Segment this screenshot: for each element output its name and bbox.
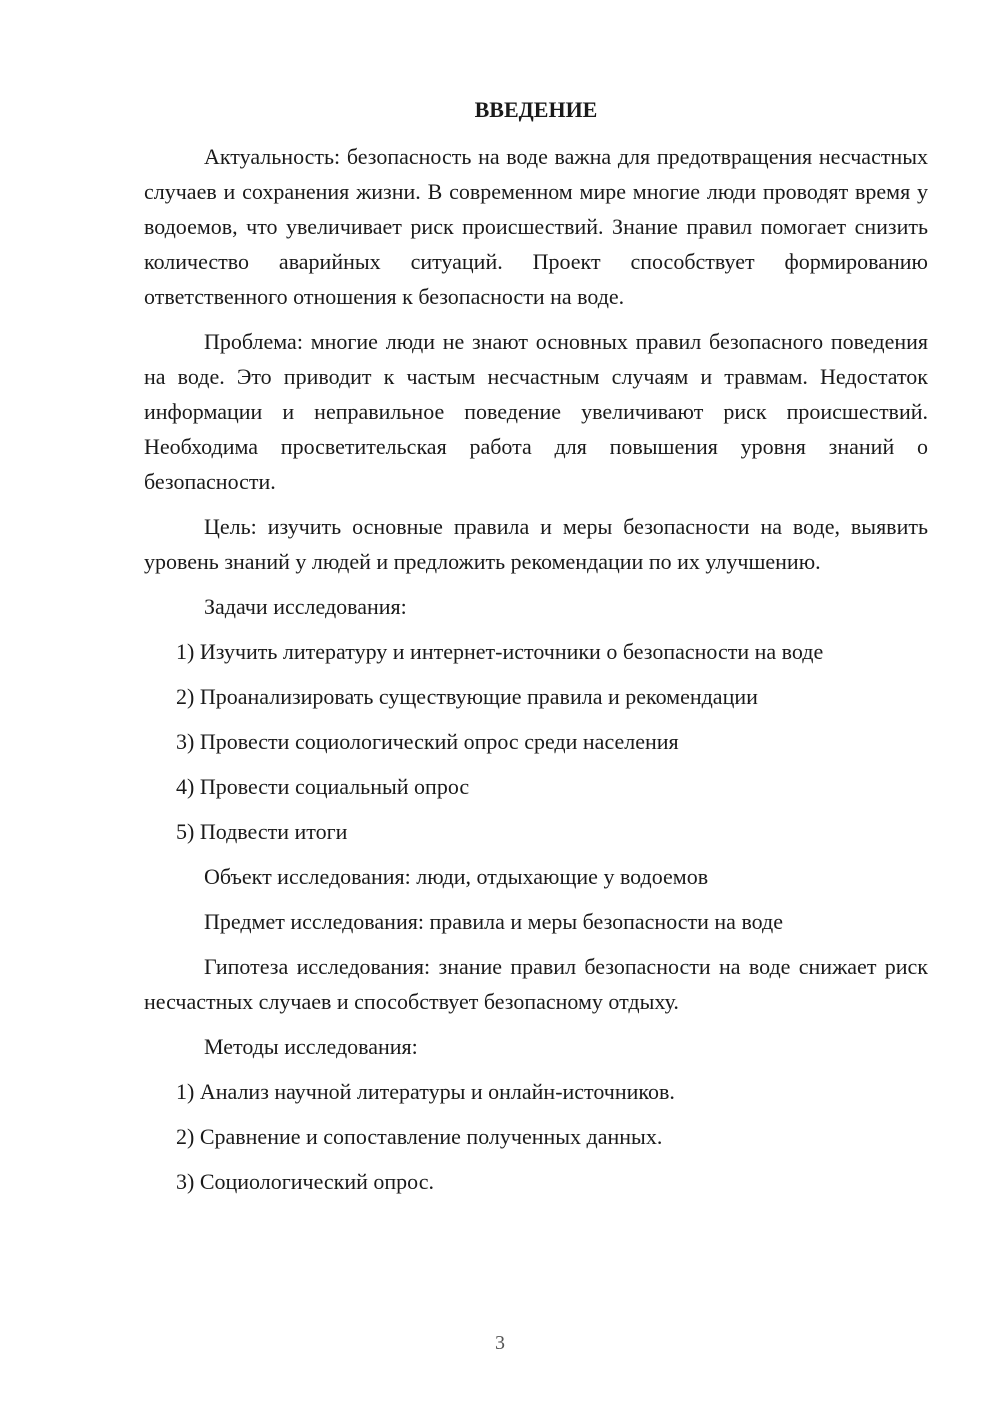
page-title: ВВЕДЕНИЕ	[474, 97, 598, 122]
method-item: 1) Анализ научной литературы и онлайн-источников.	[176, 1079, 675, 1104]
task-item: 5) Подвести итоги	[176, 819, 348, 844]
method-item: 3) Социологический опрос.	[176, 1169, 434, 1194]
task-item: 4) Провести социальный опрос	[176, 774, 470, 799]
page-number: 3	[495, 1332, 505, 1354]
tasks-label: Задачи исследования:	[204, 594, 407, 619]
paragraph-problem: Проблема: многие люди не знают основных правил безопасного поведения на воде. Это приводит к частым несчастным случаям и травмам. Недостаток информации и неправильное поведение увеличивают риск происшествий. Необходима просветительская работа для повышения уровня знаний о безопасности.	[144, 329, 928, 494]
page-content	[144, 92, 928, 1199]
research-subject: Предмет исследования: правила и меры безопасности на воде	[204, 909, 784, 934]
research-hypothesis: Гипотеза исследования: знание правил безопасности на воде снижает риск несчастных случаев и способствует безопасному отдыху.	[144, 954, 928, 1014]
tasks-section	[144, 589, 928, 849]
research-object: Объект исследования: люди, отдыхающие у водоемов	[204, 864, 709, 889]
methods-label: Методы исследования:	[204, 1034, 418, 1059]
method-item: 2) Сравнение и сопоставление полученных данных.	[176, 1124, 663, 1149]
task-item: 1) Изучить литературу и интернет-источники о безопасности на воде	[176, 639, 824, 664]
methods-section	[144, 1029, 928, 1199]
task-item: 3) Провести социологический опрос среди населения	[176, 729, 679, 754]
paragraph-relevance: Актуальность: безопасность на воде важна для предотвращения несчастных случаев и сохранения жизни. В современном мире многие люди проводят время у водоемов, что увеличивает риск происшествий. Знание правил помогает снизить количество аварийных ситуаций. Проект способствует формированию ответственного отношения к безопасности на воде.	[144, 144, 928, 309]
task-item: 2) Проанализировать существующие правила и рекомендации	[176, 684, 758, 709]
paragraph-goal: Цель: изучить основные правила и меры безопасности на воде, выявить уровень знаний у людей и предложить рекомендации по их улучшению.	[144, 514, 928, 574]
